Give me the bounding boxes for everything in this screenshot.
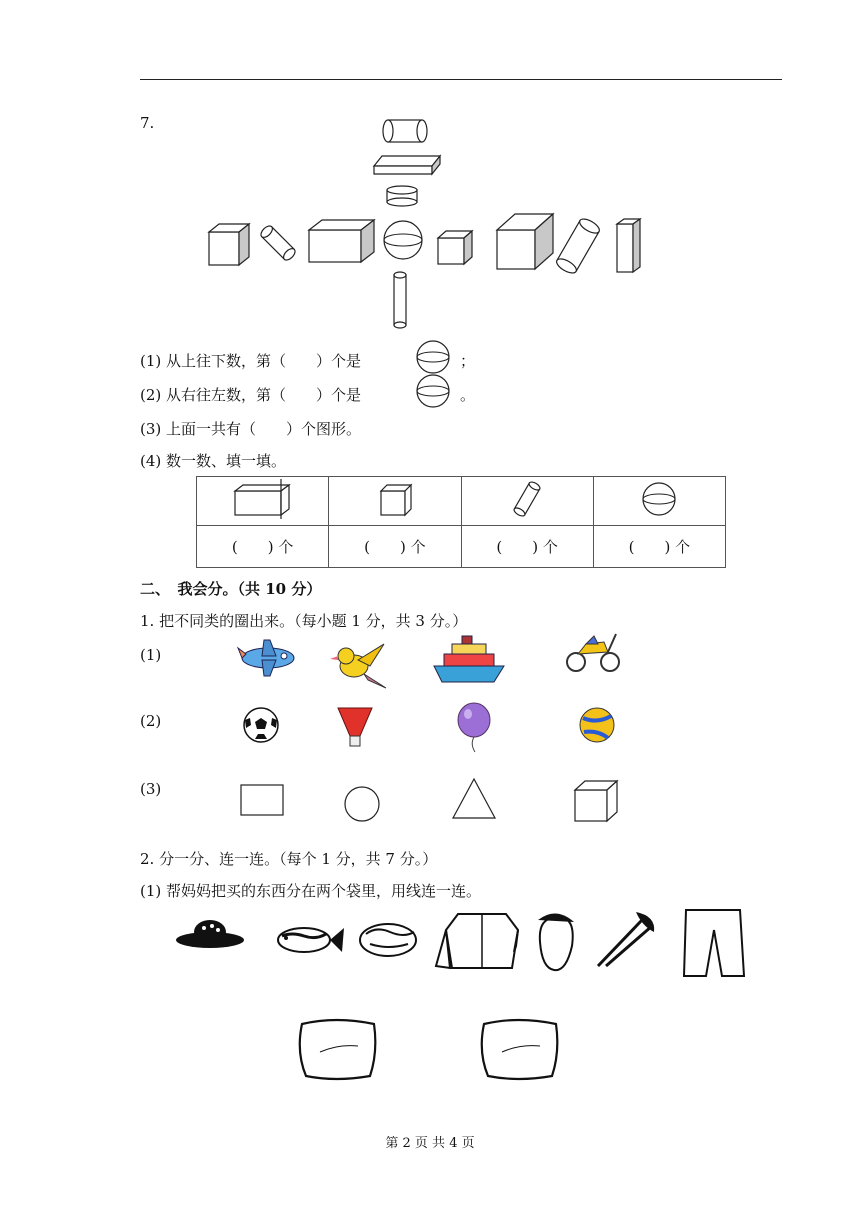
- table-header-sphere: [593, 477, 725, 526]
- q7-sub2: [140, 384, 361, 405]
- fish-icon: [278, 928, 344, 952]
- balloon-icon: [456, 702, 492, 754]
- q7-sub2-text: (2) 从右往左数，第（ ）个是: [140, 386, 362, 404]
- count-table: [196, 476, 726, 568]
- cube-shape-icon: [572, 778, 622, 824]
- q7-sub3: (3) 上面一共有（ ）个图形。: [140, 420, 362, 438]
- table-header-cuboid: [197, 477, 329, 526]
- table-cell-count: ( ) 个: [197, 526, 329, 568]
- question-7-number: 7.: [140, 114, 155, 132]
- section-2-heading: 二、 我会分。（共 10 分）: [140, 580, 322, 598]
- airplane-icon: [236, 636, 298, 680]
- sphere-icon: [384, 221, 422, 259]
- cuboid-icon: [309, 220, 374, 262]
- volleyball-icon: [578, 706, 616, 744]
- trousers-icon: [684, 910, 744, 976]
- row-label-2: (2): [140, 712, 162, 730]
- tilted-cylinder-icon: [259, 224, 297, 262]
- table-cell-count: ( ) 个: [593, 526, 725, 568]
- small-cube-icon: [438, 231, 472, 264]
- table-header-cube: [329, 477, 461, 526]
- celery-icon: [598, 912, 654, 966]
- rectangle-shape-icon: [238, 782, 286, 818]
- q7-sub4: (4) 数一数、填一填。: [140, 452, 287, 470]
- sphere-icon: [637, 480, 681, 518]
- bag-icon: [300, 1020, 376, 1079]
- triangle-shape-icon: [450, 776, 498, 822]
- flat-cuboid-icon: [374, 156, 440, 174]
- section-2-q1: 1. 把不同类的圈出来。（每小题 1 分，共 3 分。）: [140, 612, 468, 630]
- sphere-icon: [412, 340, 454, 374]
- cube-icon: [375, 479, 415, 519]
- table-header-cylinder: [461, 477, 593, 526]
- section-2-q2: 2. 分一分、连一连。（每个 1 分，共 7 分。）: [140, 850, 438, 868]
- bag-icon: [482, 1020, 558, 1079]
- tilted-cylinder-right-icon: [554, 216, 601, 275]
- q7-shapes-figure: [0, 0, 860, 340]
- cylinder-horizontal-top-icon: [383, 120, 427, 142]
- q7-sub1: [140, 350, 361, 371]
- large-cube-icon: [497, 214, 553, 269]
- cabbage-icon: [538, 913, 574, 970]
- section-2-q2-sub1: (1) 帮妈妈把买的东西分在两个袋里，用线连一连。: [140, 882, 482, 900]
- chicken-icon: [360, 924, 416, 956]
- q7-sub1-suffix: ；: [460, 352, 476, 370]
- sphere-icon: [412, 374, 454, 408]
- vertical-cylinder-icon: [394, 272, 406, 328]
- row-label-3: (3): [140, 780, 162, 798]
- q7-sub1-text: (1) 从上往下数，第（ ）个是: [140, 352, 362, 370]
- hat-icon: [176, 920, 244, 948]
- soccer-ball-icon: [242, 706, 280, 744]
- row-label-1: (1): [140, 646, 162, 664]
- short-cylinder-icon: [387, 186, 417, 206]
- sorting-items-figure: [166, 906, 756, 1086]
- shuttlecock-icon: [334, 702, 376, 750]
- table-cell-count: ( ) 个: [461, 526, 593, 568]
- jacket-icon: [436, 914, 518, 968]
- tall-prism-icon: [617, 219, 640, 272]
- ship-icon: [432, 636, 506, 686]
- motorcycle-icon: [564, 630, 624, 674]
- bird-icon: [328, 640, 390, 692]
- q7-sub2-suffix: 。: [460, 386, 476, 404]
- page-footer: 第 2 页 共 4 页: [385, 1136, 475, 1151]
- cube-icon: [209, 224, 249, 265]
- cylinder-icon: [507, 478, 547, 520]
- cuboid-icon: [231, 479, 295, 519]
- circle-shape-icon: [342, 784, 382, 824]
- table-cell-count: ( ) 个: [329, 526, 461, 568]
